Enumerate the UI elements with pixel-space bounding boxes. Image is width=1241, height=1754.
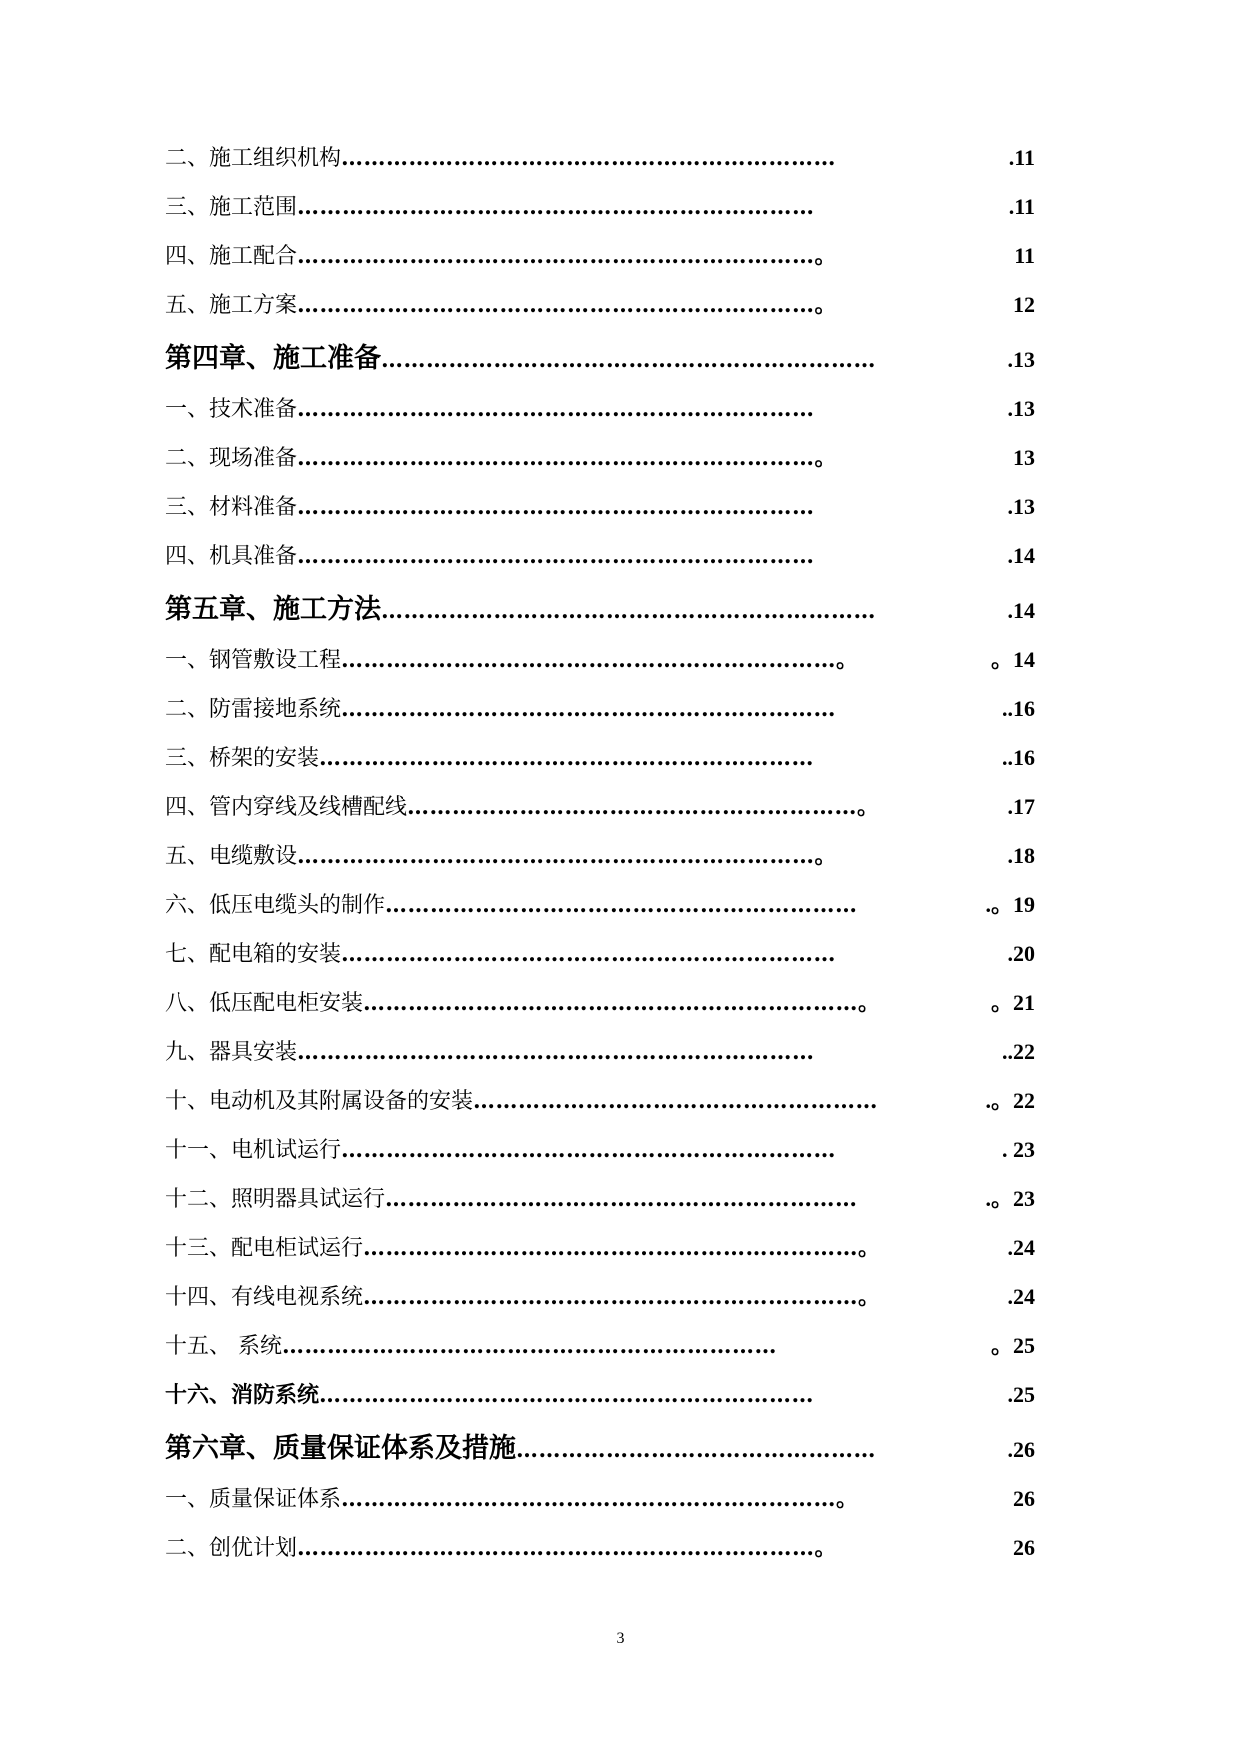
toc-leader-dots: ………………………………………………………… xyxy=(341,696,837,722)
toc-leader-dots: ………………………………………………………… xyxy=(341,145,837,171)
toc-leader-dots: …………………………………………………………… xyxy=(297,194,815,220)
toc-entry[interactable] xyxy=(165,1474,1035,1523)
toc-entry[interactable] xyxy=(165,782,1035,831)
toc-entry[interactable] xyxy=(165,182,1035,231)
toc-entry-title: 三、材料准备 xyxy=(165,495,298,520)
toc-entry[interactable] xyxy=(165,978,1035,1027)
toc-entry-title: 七、配电箱的安装 xyxy=(165,942,342,967)
toc-leader-dots: ………………………………………………………… xyxy=(381,598,876,624)
toc-page-number: 。25 xyxy=(990,1333,1035,1358)
toc-entry-title: 第五章、施工方法 xyxy=(165,594,381,625)
toc-entry-title: 一、钢管敷设工程 xyxy=(165,648,342,673)
toc-entry-title: 二、防雷接地系统 xyxy=(165,697,342,722)
toc-entry-title: 十四、有线电视系统 xyxy=(165,1285,364,1310)
toc-entry[interactable] xyxy=(165,733,1035,782)
page-number: 3 xyxy=(616,1630,625,1647)
toc-entry-title: 三、桥架的安装 xyxy=(165,746,320,771)
toc-entry[interactable] xyxy=(165,1272,1035,1321)
toc-page-number: .18 xyxy=(1007,843,1035,868)
toc-entry-title: 二、创优计划 xyxy=(165,1536,298,1561)
toc-entry-title: 一、技术准备 xyxy=(165,397,298,422)
toc-page-number: ..16 xyxy=(1002,696,1035,721)
toc-entry-title: 八、低压配电柜安装 xyxy=(165,991,364,1016)
toc-page-number: .。22 xyxy=(985,1088,1035,1113)
toc-leader-dots: ……………………………………………… xyxy=(473,1088,879,1114)
toc-page-number: .26 xyxy=(1007,1437,1035,1462)
toc-page-number: .25 xyxy=(1007,1382,1035,1407)
toc-entry[interactable] xyxy=(165,384,1035,433)
toc-entry[interactable] xyxy=(165,635,1035,684)
toc-entry-title: 五、施工方案 xyxy=(165,293,298,318)
toc-page-number: 26 xyxy=(1013,1486,1035,1511)
toc-chapter-entry[interactable] xyxy=(165,329,1035,384)
toc-entry-title: 十五、 系统 xyxy=(165,1334,282,1359)
toc-entry[interactable] xyxy=(165,1370,1035,1419)
toc-leader-dots: ……………………………………………………… xyxy=(385,892,858,918)
toc-entry-title: 十二、照明器具试运行 xyxy=(165,1187,386,1212)
toc-page-number: .24 xyxy=(1007,1284,1035,1309)
toc-entry-title: 四、施工配合 xyxy=(165,244,298,269)
toc-page-number: ..16 xyxy=(1002,745,1035,770)
toc-leader-dots: ………………………………………………………… xyxy=(341,941,837,967)
toc-entry[interactable] xyxy=(165,1027,1035,1076)
toc-leader-dots: ………………………………………………………… xyxy=(381,347,876,373)
toc-entry[interactable] xyxy=(165,880,1035,929)
toc-page-number: ..22 xyxy=(1002,1039,1035,1064)
toc-entry[interactable] xyxy=(165,133,1035,182)
toc-entry-title: 五、电缆敷设 xyxy=(165,844,298,869)
toc-entry[interactable] xyxy=(165,1321,1035,1370)
toc-leader-dots: ………………………………………………………… xyxy=(282,1333,777,1359)
toc-page-number: . 23 xyxy=(1002,1137,1035,1162)
toc-page-number: .13 xyxy=(1007,396,1035,421)
toc-entry[interactable] xyxy=(165,1523,1035,1572)
toc-page-number: 。14 xyxy=(990,647,1035,672)
toc-entry[interactable] xyxy=(165,929,1035,978)
toc-entry-title: 十一、电机试运行 xyxy=(165,1138,342,1163)
toc-page-number: .11 xyxy=(1008,194,1035,219)
toc-entry[interactable] xyxy=(165,831,1035,880)
toc-leader-dots: …………………………………………………………。 xyxy=(363,1235,881,1261)
toc-leader-dots: …………………………………………………………。 xyxy=(363,990,881,1016)
toc-entry-title: 二、现场准备 xyxy=(165,446,298,471)
toc-page-number: .20 xyxy=(1007,941,1035,966)
toc-leader-dots: …………………………………………………………。 xyxy=(341,647,859,673)
toc-page-number: 12 xyxy=(1013,292,1035,317)
toc-chapter-entry[interactable] xyxy=(165,1419,1035,1474)
toc-page-number: .13 xyxy=(1007,494,1035,519)
toc-entry-title: 十、电动机及其附属设备的安装 xyxy=(165,1089,474,1114)
toc-entry[interactable] xyxy=(165,1125,1035,1174)
toc-entry[interactable] xyxy=(165,1076,1035,1125)
toc-entry-title: 第四章、施工准备 xyxy=(165,343,381,374)
toc-entry-title: 二、施工组织机构 xyxy=(165,146,342,171)
toc-leader-dots: ……………………………………………………………。 xyxy=(297,292,838,318)
toc-chapter-entry[interactable] xyxy=(165,580,1035,635)
toc-entry[interactable] xyxy=(165,280,1035,329)
toc-entry-title: 三、施工范围 xyxy=(165,195,298,220)
toc-entry-title: 四、机具准备 xyxy=(165,544,298,569)
toc-entry[interactable] xyxy=(165,531,1035,580)
toc-entry[interactable] xyxy=(165,1174,1035,1223)
toc-entry-title: 十三、配电柜试运行 xyxy=(165,1236,364,1261)
toc-page-number: 。21 xyxy=(990,990,1035,1015)
toc-entry-title: 一、质量保证体系 xyxy=(165,1487,342,1512)
toc-entry[interactable] xyxy=(165,482,1035,531)
toc-entry-title: 四、管内穿线及线槽配线 xyxy=(165,795,408,820)
toc-entry[interactable] xyxy=(165,684,1035,733)
toc-entry-title: 十六、消防系统 xyxy=(165,1382,320,1408)
toc-page-number: .24 xyxy=(1007,1235,1035,1260)
toc-leader-dots: …………………………………………………………… xyxy=(297,494,815,520)
toc-entry[interactable] xyxy=(165,231,1035,280)
toc-page-number: .。19 xyxy=(985,892,1035,917)
toc-page-number: .14 xyxy=(1007,598,1035,623)
toc-leader-dots: …………………………………………………………… xyxy=(297,1039,815,1065)
toc-leader-dots: ………………………………………………………… xyxy=(319,1382,815,1408)
toc-entry[interactable] xyxy=(165,433,1035,482)
toc-leader-dots: …………………………………………………………。 xyxy=(363,1284,881,1310)
toc-leader-dots: …………………………………………………………。 xyxy=(341,1486,859,1512)
toc-page-number: .17 xyxy=(1007,794,1035,819)
toc-leader-dots: ………………………………………………………… xyxy=(319,745,815,771)
toc-page-number: .13 xyxy=(1007,347,1035,372)
toc-page-number: 11 xyxy=(1014,243,1035,268)
table-of-contents xyxy=(165,133,1035,1572)
toc-entry-title: 六、低压电缆头的制作 xyxy=(165,893,386,918)
toc-entry-title: 第六章、质量保证体系及措施 xyxy=(165,1433,516,1464)
toc-leader-dots: ………………………………………………………… xyxy=(341,1137,837,1163)
toc-page-number: .。23 xyxy=(985,1186,1035,1211)
toc-leader-dots: …………………………………………………………… xyxy=(297,543,815,569)
toc-page-number: 26 xyxy=(1013,1535,1035,1560)
toc-leader-dots: ……………………………………………………。 xyxy=(407,794,880,820)
toc-leader-dots: ……………………………………………………………。 xyxy=(297,445,838,471)
toc-page-number: .14 xyxy=(1007,543,1035,568)
toc-leader-dots: ……………………………………………………………。 xyxy=(297,243,838,269)
toc-page-number: 13 xyxy=(1013,445,1035,470)
toc-leader-dots: ……………………………………………………………。 xyxy=(297,843,838,869)
toc-page-number: .11 xyxy=(1008,145,1035,170)
toc-leader-dots: …………………………………………………………… xyxy=(297,396,815,422)
toc-leader-dots: ………………………………………… xyxy=(516,1437,876,1463)
toc-entry[interactable] xyxy=(165,1223,1035,1272)
toc-entry-title: 九、器具安装 xyxy=(165,1040,298,1065)
toc-leader-dots: ……………………………………………………………。 xyxy=(297,1535,838,1561)
toc-leader-dots: ……………………………………………………… xyxy=(385,1186,858,1212)
